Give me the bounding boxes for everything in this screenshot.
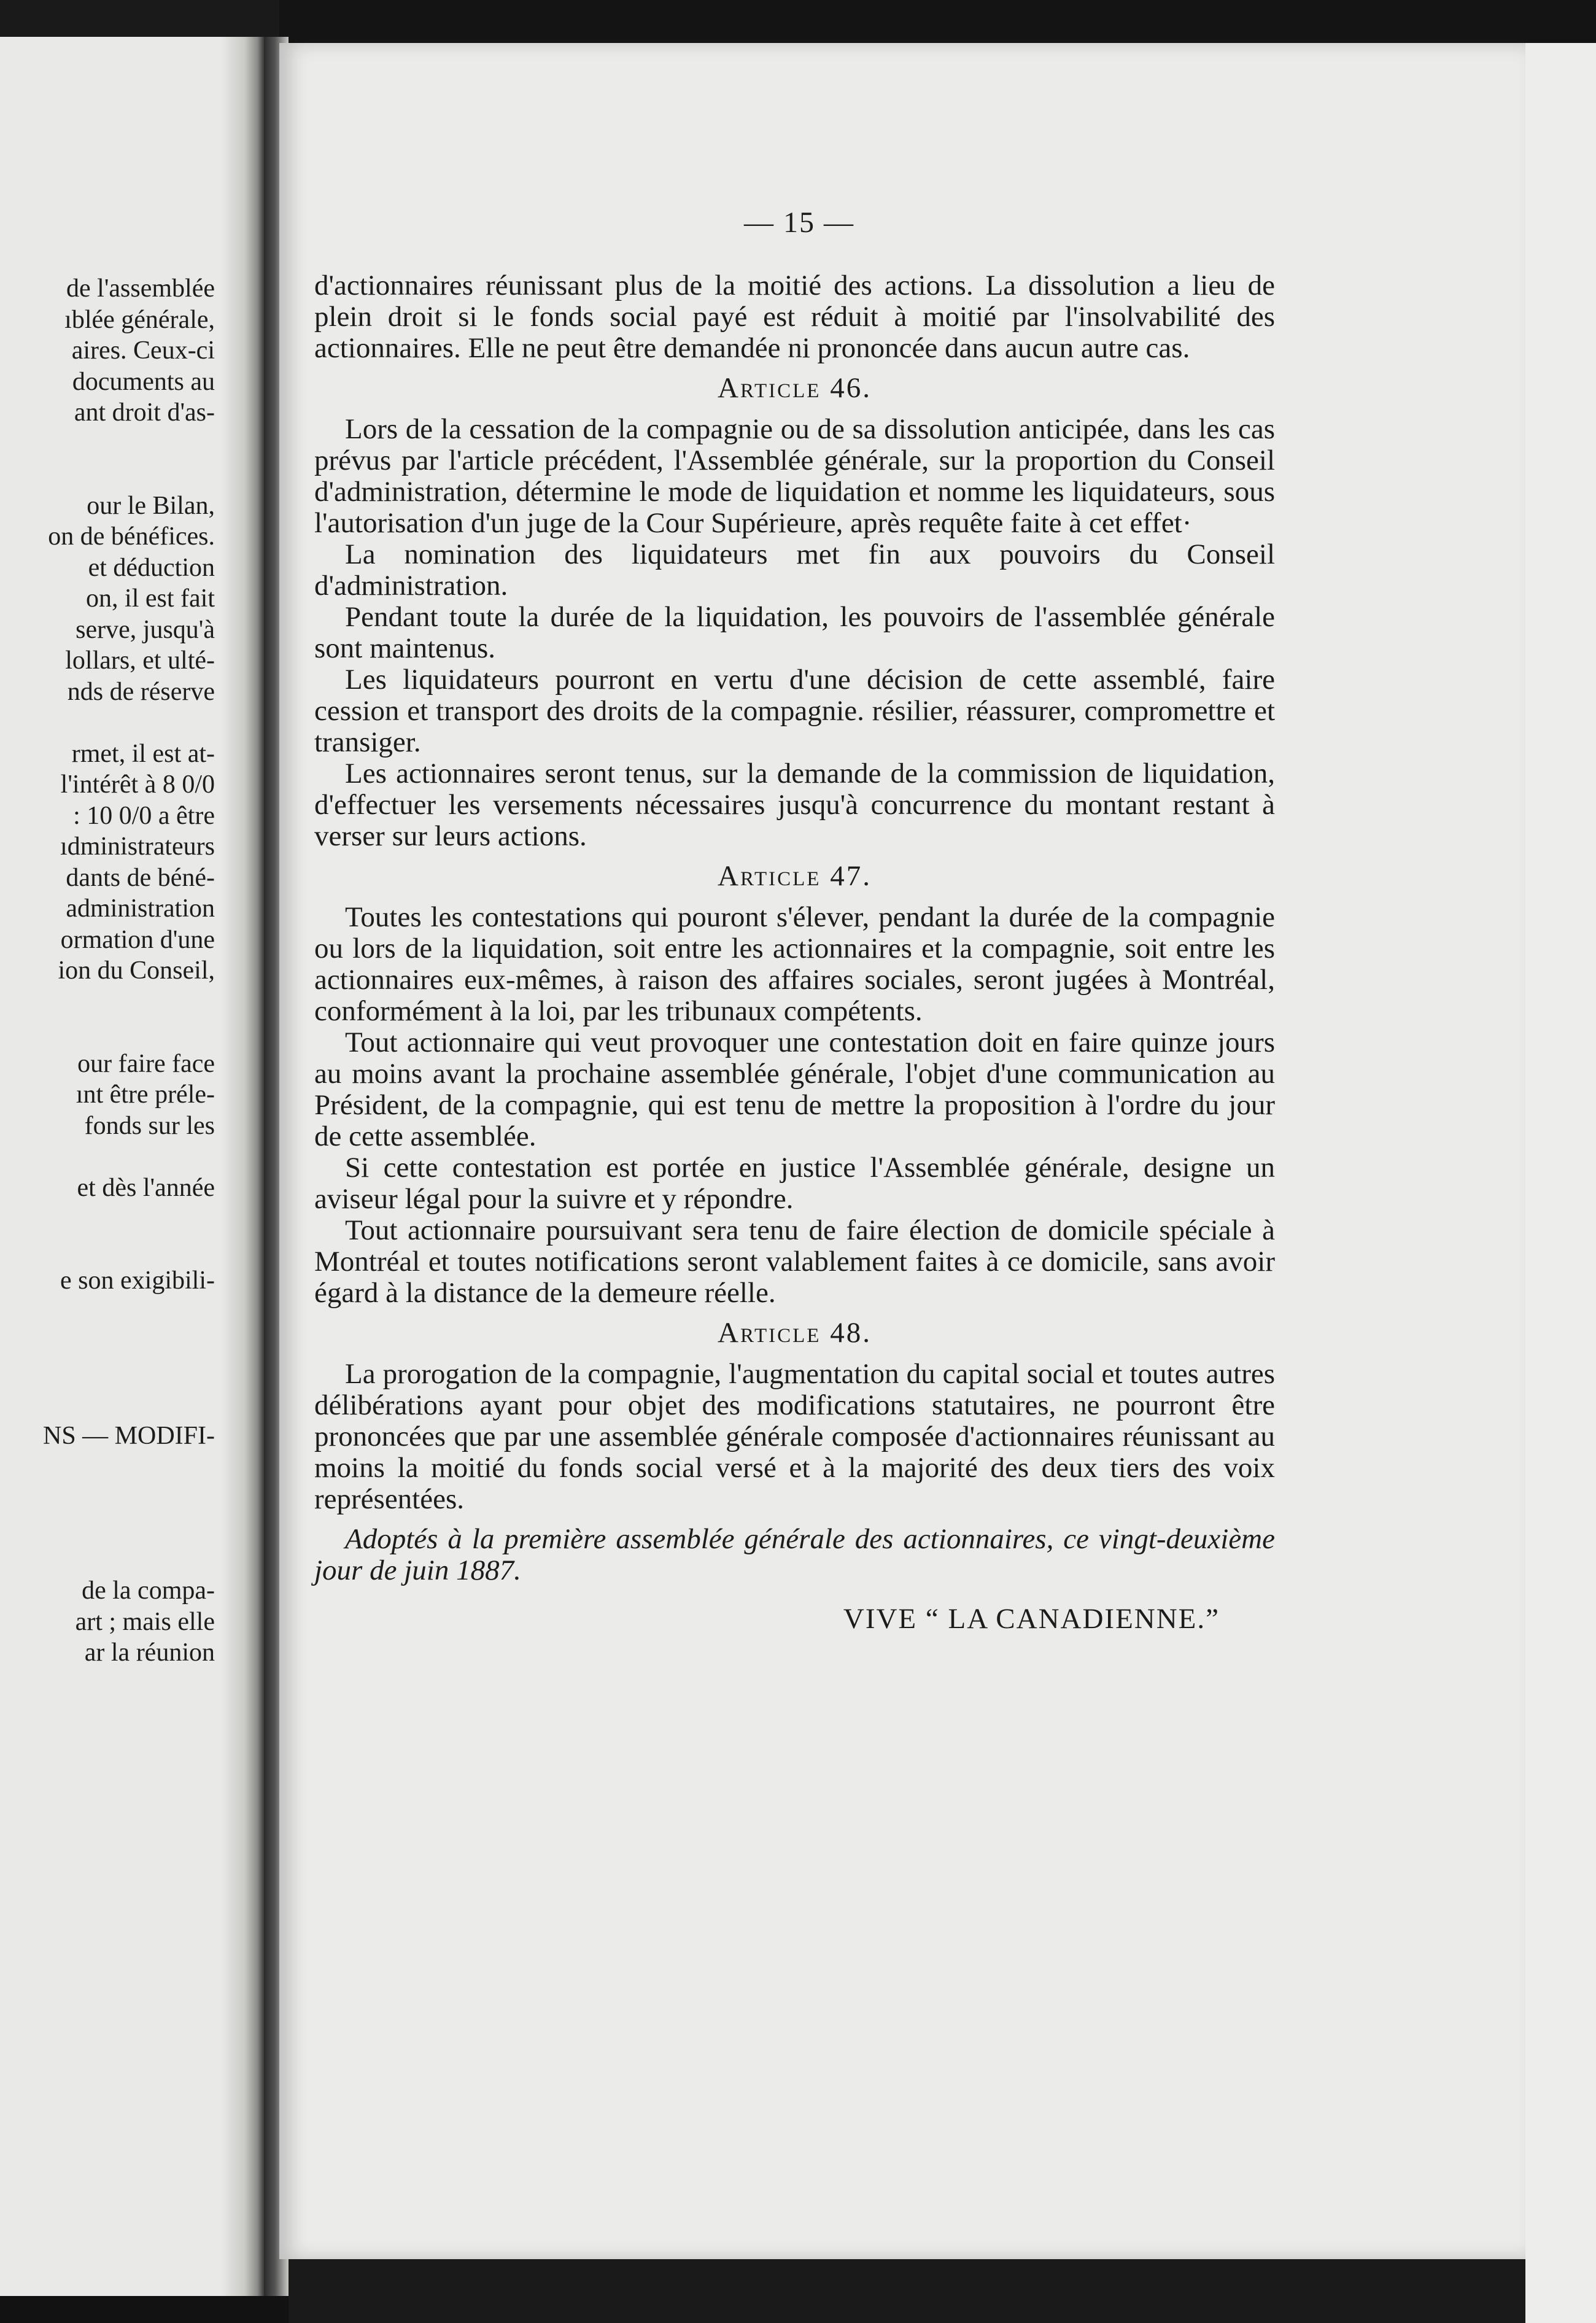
left-page-line: rmet, il est at- [71,739,215,768]
left-page-line: : 10 0/0 a être [73,801,215,830]
article-47-heading: Article 47. [718,860,872,892]
left-page-line: our le Bilan, [87,491,215,520]
article-46-paragraph: Les liquidateurs pourront en vertu d'une décision de cette assemblé, faire cession et transport des droits de la compagnie. résilier, réassurer, compromettre et transiger. [314,664,1275,758]
article-46-paragraph: La nomination des liquidateurs met fin aux pouvoirs du Conseil d'administration. [314,538,1275,602]
opening-paragraph: d'actionnaires réunissant plus de la moitié des actions. La dissolution a lieu de plein droit si le fonds social payé est réduit à moitié par l'insolvabilité des actionnaires. Elle ne peut être demandée ni prononcée dans aucun autre cas. [314,270,1275,364]
left-page-line: NS — MODIFI- [42,1421,215,1450]
left-page-line: l'intérêt à 8 0/0 [60,770,215,799]
article-47-paragraph: Tout actionnaire qui veut provoquer une contestation doit en faire quinze jours au moins avant la prochaine assemblée générale, l'objet d'une communication au Président, de la compagnie, qui est tenu de mettre la proposition à l'ordre du jour de cette assemblée. [314,1026,1275,1152]
left-page-line: ar la réunion [84,1639,215,1667]
left-page-line: e son exigibili- [60,1266,215,1295]
article-46-paragraph: Lors de la cessation de la compagnie ou de sa dissolution anticipée, dans les cas prévus par l'article précédent, l'Assemblée générale, sur la proportion du Conseil d'administration, détermine le mode de liquidation et nomme les liquidateurs, sous l'autorisation d'un juge de la Cour Supérieure, après requête faite à cet effet· [314,413,1275,539]
left-page-line: ıblée générale, [64,305,215,334]
article-48-heading: Article 48. [718,1317,872,1349]
article-47-paragraph: Toutes les contestations qui pouront s'élever, pendant la durée de la compagnie ou lors de la liquidation, soit entre les actionnaires et la compagnie, soit entre les actionnaires eux-mêmes, à raison des affaires sociales, seront jugées à Montréal, conformément à la loi, par les tribunaux compétents. [314,901,1275,1027]
left-page-line: et déduction [88,553,215,582]
left-page-line: dants de béné- [66,863,215,892]
left-page-line: administration [66,894,215,923]
left-page-line: our faire face [77,1049,215,1078]
scan-background-top [279,0,1596,43]
left-page-line: serve, jusqu'à [76,615,215,644]
left-page-line: on, il est fait [86,584,215,613]
left-facing-page [0,37,264,2296]
left-page-line: documents au [72,367,215,396]
left-page-line: art ; mais elle [75,1607,215,1636]
closing-motto: VIVE “ LA CANADIENNE.” [843,1603,1220,1635]
adoption-statement: Adoptés à la première assemblée générale des actionnaires, ce vingt-deuxième jour de juin 1887. [314,1523,1275,1586]
left-page-line: ant droit d'as- [74,398,215,427]
page-body [314,209,1275,1635]
left-page-line: lollars, et ulté- [65,646,215,675]
page-margin-right [1525,43,1596,2323]
left-page-line: de la compa- [82,1576,215,1605]
scan-background-bottom [0,2296,289,2323]
left-page-line: nds de réserve [67,677,215,706]
page-number: — 15 — [744,206,854,239]
article-47-paragraph: Si cette contestation est portée en justice l'Assemblée générale, designe un aviseur légal pour la suivre et y répondre. [314,1152,1275,1215]
article-46-heading: Article 46. [718,372,872,404]
left-page-line: fonds sur les [84,1111,215,1140]
left-page-line: ınt être préle- [76,1080,215,1109]
left-page-line: de l'assemblée [66,274,215,303]
left-page-line: aires. Ceux-ci [71,336,215,365]
left-page-line: on de bénéfices. [48,522,215,551]
article-46-paragraph: Pendant toute la durée de la liquidation, les pouvoirs de l'assemblée générale sont maintenus. [314,601,1275,664]
article-47-paragraph: Tout actionnaire poursuivant sera tenu de faire élection de domicile spéciale à Montréal et toutes notifications seront valablement faites à ce domicile, sans avoir égard à la distance de la demeure réelle. [314,1214,1275,1309]
article-46-paragraph: Les actionnaires seront tenus, sur la demande de la commission de liquidation, d'effectuer les versements nécessaires jusqu'à concurrence du montant restant à verser sur leurs actions. [314,758,1275,852]
article-48-paragraph: La prorogation de la compagnie, l'augmentation du capital social et toutes autres délibérations ayant pour objet des modifications statutaires, ne pourront être prononcées que par une assemblée générale composée d'actionnaires réunissant au moins la moitié du fonds social versé et à la majorité des deux tiers des voix représentées. [314,1358,1275,1515]
left-page-line: et dès l'année [77,1173,215,1202]
left-page-line: ıdministrateurs [60,832,215,861]
left-page-line: ormation d'une [60,925,215,954]
left-page-line: ion du Conseil, [58,956,215,985]
page-fold-shadow [221,37,264,2296]
